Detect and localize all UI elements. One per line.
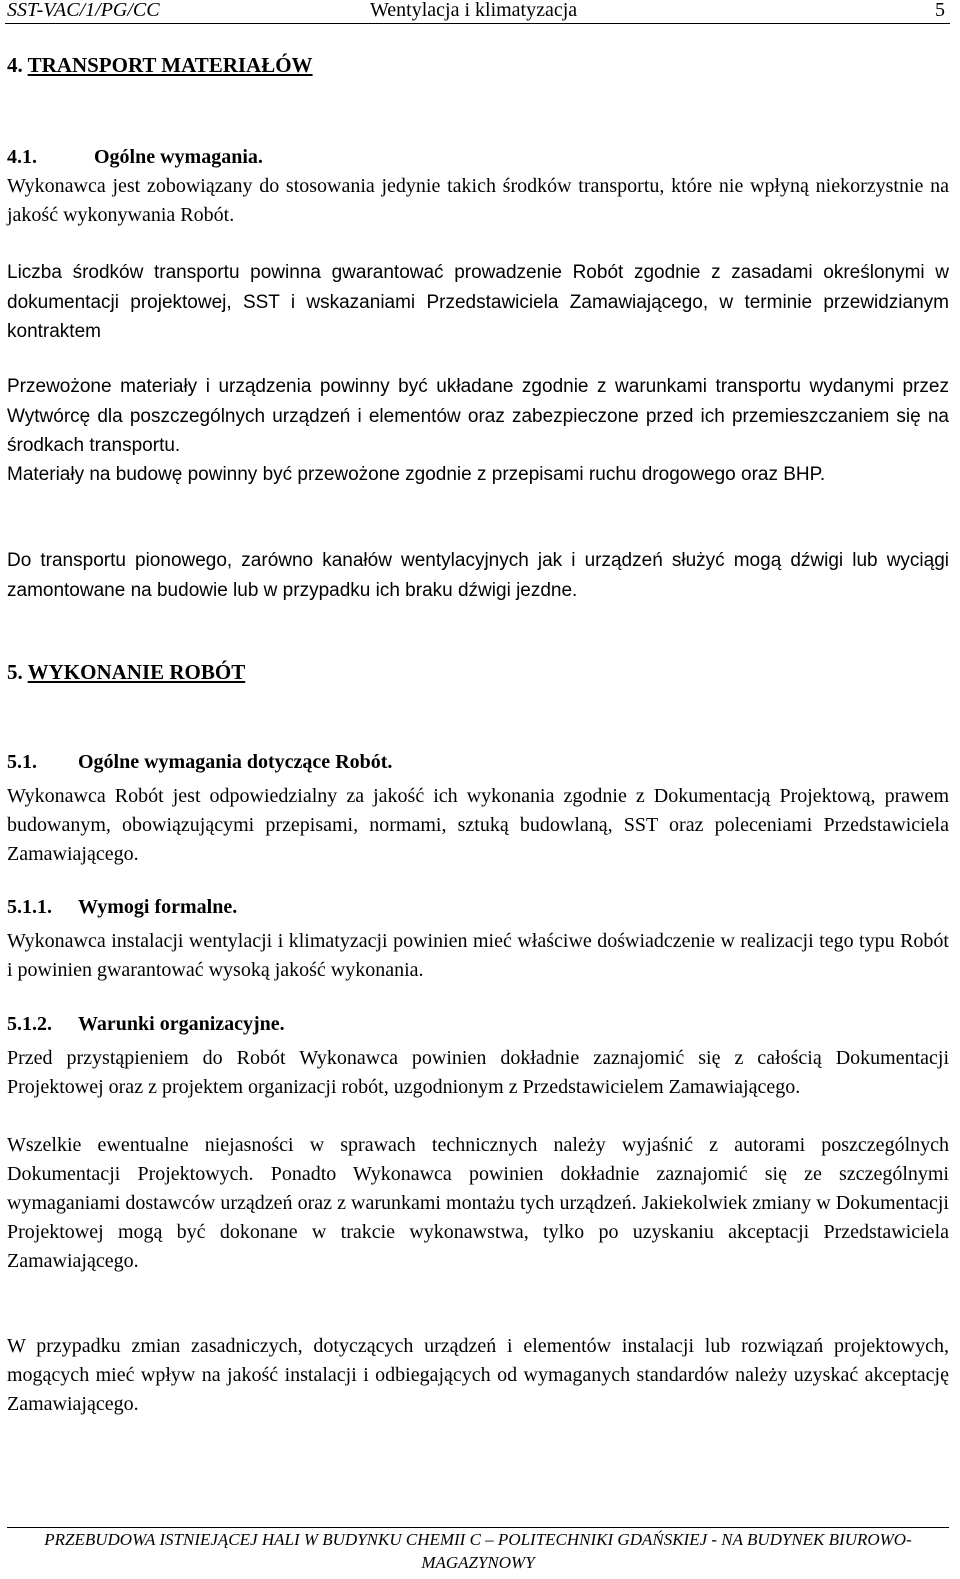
section-4-1-heading: [7, 144, 263, 170]
section-5-1-2-title: Warunki organizacyjne.: [78, 1013, 285, 1035]
section-5-1-2-number: 5.1.2.: [7, 1013, 52, 1035]
section-5-1-1-heading: [7, 894, 237, 920]
section-5-1-number: 5.1.: [7, 751, 37, 773]
paragraph-fundamental-changes: W przypadku zmian zasadniczych, dotyczących urządzeń i elementów instalacji lub rozwiązań projektowych, mogących mieć wpływ na jakość instalacji i odbiegających od wymaganych standardów należy uzyskać akceptację Zamawiającego.: [7, 1335, 949, 1415]
section-5-heading: [7, 659, 245, 685]
paragraph-before-works: Przed przystąpieniem do Robót Wykonawca powinien dokładnie zaznajomić się z całością Dokumentacji Projektowej oraz z projektem organizacji robót, uzgodnionym z Przedstawicielem Zamawiającego.: [7, 1047, 949, 1098]
paragraph-transport-means: Wykonawca jest zobowiązany do stosowania jedynie takich środków transportu, które nie wpłyną niekorzystnie na jakość wykonywania Robót.: [7, 175, 949, 226]
paragraph-road-rules: Materiały na budowę powinny być przewożone zgodnie z przepisami ruchu drogowego oraz BHP.: [7, 464, 826, 485]
section-5-title: WYKONANIE ROBÓT: [27, 660, 246, 684]
header-doc-code: SST-VAC/1/PG/CC: [7, 0, 160, 21]
header-rule: [5, 23, 950, 24]
page-number: 5: [935, 0, 945, 21]
section-5-1-heading: [7, 749, 392, 775]
section-5-1-title: Ogólne wymagania dotyczące Robót.: [78, 751, 393, 773]
section-4-title: TRANSPORT MATERIAŁÓW: [27, 53, 313, 77]
header-title: Wentylacja i klimatyzacja: [370, 0, 578, 21]
section-4-1-title: Ogólne wymagania.: [94, 146, 263, 168]
section-5-1-2-heading: [7, 1011, 285, 1037]
section-5-1-1-title: Wymogi formalne.: [78, 896, 238, 918]
section-4-number: 4.: [7, 53, 23, 77]
paragraph-transport-count: Liczba środków transportu powinna gwarantować prowadzenie Robót zgodnie z zasadami określonymi w dokumentacji projektowej, SST i wskazaniami Przedstawiciela Zamawiającego, w terminie przewidzianym kontraktem: [7, 262, 949, 342]
paragraph-transported-materials: Przewożone materiały i urządzenia powinny być układane zgodnie z warunkami transportu wydanymi przez Wytwórcę dla poszczególnych urządzeń i elementów oraz zabezpieczone przed ich przemieszczaniem się na środkach transportu.: [7, 376, 949, 456]
paragraph-contractor-responsibility: Wykonawca Robót jest odpowiedzialny za jakość ich wykonania zgodnie z Dokumentacją Projektową, prawem budowanym, obowiązującymi przepisami, normami, sztuką budowlaną, SST oraz poleceniami Przedstawiciela Zamawiającego.: [7, 785, 949, 865]
paragraph-vertical-transport: Do transportu pionowego, zarówno kanałów wentylacyjnych jak i urządzeń służyć mogą dźwigi lub wyciągi zamontowane na budowie lub w przypadku ich braku dźwigi jezdne.: [7, 550, 949, 601]
footer-project-title: PRZEBUDOWA ISTNIEJĄCEJ HALI W BUDYNKU CHEMII C – POLITECHNIKI GDAŃSKIEJ - NA BUDYNEK BIUROWO-MAGAZYNOWY: [44, 1530, 912, 1572]
paragraph-technical-doubts: Wszelkie ewentualne niejasności w sprawach technicznych należy wyjaśnić z autorami poszczególnych Dokumentacji Projektowych. Ponadto Wykonawca powinien dokładnie zaznajomić się ze szczególnymi wymaganiami dostawców urządzeń oraz z warunkami montażu tych urządzeń. Jakiekolwiek zmiany w Dokumentacji Projektowej mogą być dokonane w trakcie wykonawstwa, tylko po uzyskaniu akceptacji Przedstawiciela Zamawiającego.: [7, 1134, 949, 1272]
section-4-1-number: 4.1.: [7, 146, 37, 168]
section-5-number: 5.: [7, 660, 23, 684]
section-5-1-1-number: 5.1.1.: [7, 896, 52, 918]
section-4-heading: [7, 52, 313, 78]
paragraph-formal-requirements: Wykonawca instalacji wentylacji i klimatyzacji powinien mieć właściwe doświadczenie w realizacji tego typu Robót i powinien gwarantować wysoką jakość wykonania.: [7, 930, 949, 981]
